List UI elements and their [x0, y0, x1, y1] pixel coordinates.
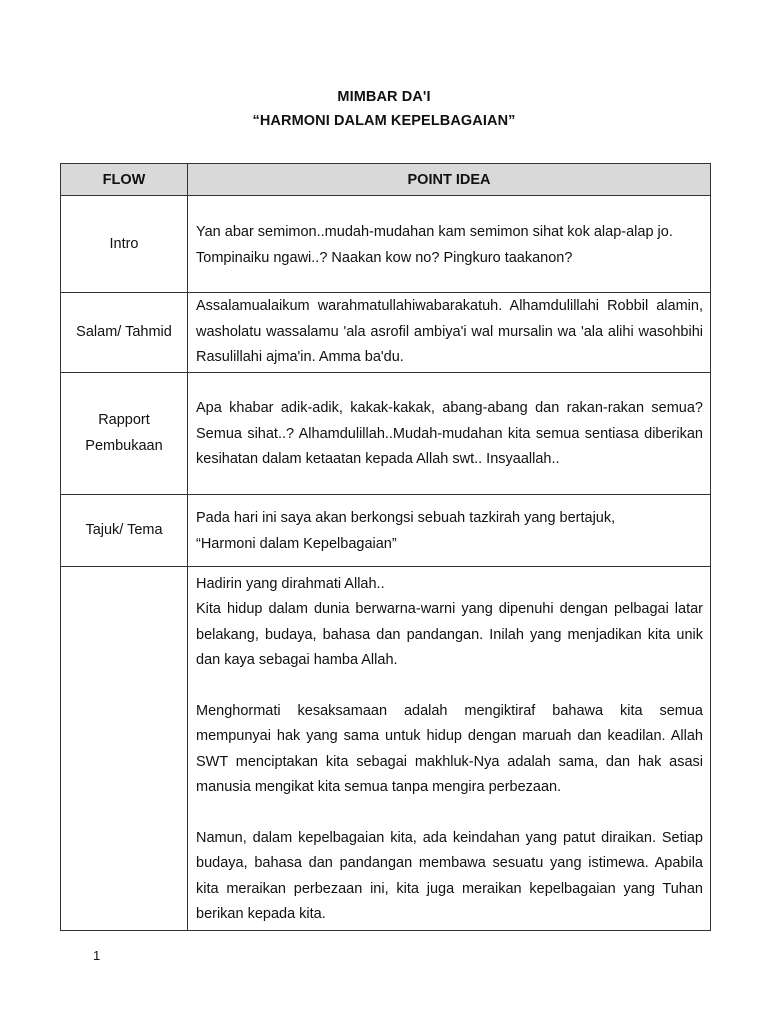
- table-row: [61, 494, 711, 566]
- flow-label: Rapport: [98, 412, 150, 428]
- table-row: [61, 196, 711, 293]
- point-idea-cell: [188, 196, 711, 293]
- point-paragraph: Kita hidup dalam dunia berwarna-warni yang dipenuhi dengan pelbagai latar belakang, budaya, bahasa dan pandangan. Inilah yang menjadikan kita unik dan kaya sebagai hamba Allah.: [196, 601, 703, 668]
- point-paragraph: Tompinaiku ngawi..? Naakan kow no? Pingkuro taakanon?: [196, 249, 573, 266]
- point-paragraph: Namun, dalam kepelbagaian kita, ada keindahan yang patut diraikan. Setiap budaya, bahasa dan pandangan membawa sesuatu yang istimewa. Apabila kita meraikan perbezaan ini, kita juga meraikan kepelbagaian yang Tuhan berikan kepada kita.: [196, 829, 703, 922]
- point-paragraph: “Harmoni dalam Kepelbagaian”: [196, 535, 397, 552]
- point-paragraph: Menghormati kesaksamaan adalah mengiktiraf bahawa kita semua mempunyai hak yang sama untuk hidup dengan maruah dan keadilan. Allah SWT menciptakan kita sebagai makhluk-Nya adalah sama, dan hak asasi manusia mengikat kita semua tanpa mengira perbezaan.: [196, 702, 703, 795]
- point-idea-cell: [188, 372, 711, 494]
- flow-cell: [61, 196, 188, 293]
- point-paragraph: Yan abar semimon..mudah-mudahan kam semimon sihat kok alap-alap jo.: [196, 224, 673, 240]
- flow-label: Pembukaan: [85, 438, 163, 454]
- document-title: MIMBAR DA'I: [337, 89, 431, 105]
- flow-cell: [61, 494, 188, 566]
- table-header-row: [61, 164, 711, 196]
- point-idea-cell: [188, 566, 711, 930]
- flow-label: Salam/ Tahmid: [76, 324, 172, 341]
- point-paragraph: Assalamualaikum warahmatullahiwabarakatuh. Alhamdulillahi Robbil alamin, washolatu wassalamu 'ala asrofil ambiya'i wal mursalin wa 'ala alihi wasohbihi Rasulillahi ajma'in. Amma ba'du.: [196, 298, 703, 365]
- table-row: [61, 372, 711, 494]
- header-flow: FLOW: [61, 164, 188, 196]
- flow-cell: [61, 566, 188, 930]
- flow-label: Intro: [109, 236, 139, 252]
- speech-flow-table: [60, 163, 711, 931]
- document-subtitle: “HARMONI DALAM KEPELBAGAIAN”: [252, 113, 516, 129]
- table-row: [61, 566, 711, 930]
- point-paragraph: Hadirin yang dirahmati Allah..: [196, 575, 385, 592]
- flow-cell: [61, 372, 188, 494]
- point-idea-cell: [188, 293, 711, 373]
- point-idea-cell: [188, 494, 711, 566]
- point-paragraph: Apa khabar adik-adik, kakak-kakak, abang-abang dan rakan-rakan semua? Semua sihat..? Alhamdulillah..Mudah-mudahan kita semua sentiasa diberikan kesihatan dalam ketaatan kepada Allah swt.. Insyaallah..: [196, 400, 703, 468]
- point-paragraph: Pada hari ini saya akan berkongsi sebuah tazkirah yang bertajuk,: [196, 510, 616, 526]
- header-point-idea: POINT IDEA: [188, 164, 711, 196]
- flow-cell: [61, 293, 188, 373]
- page-number: 1: [93, 948, 101, 963]
- flow-label: Tajuk/ Tema: [85, 522, 163, 538]
- table-row: [61, 293, 711, 373]
